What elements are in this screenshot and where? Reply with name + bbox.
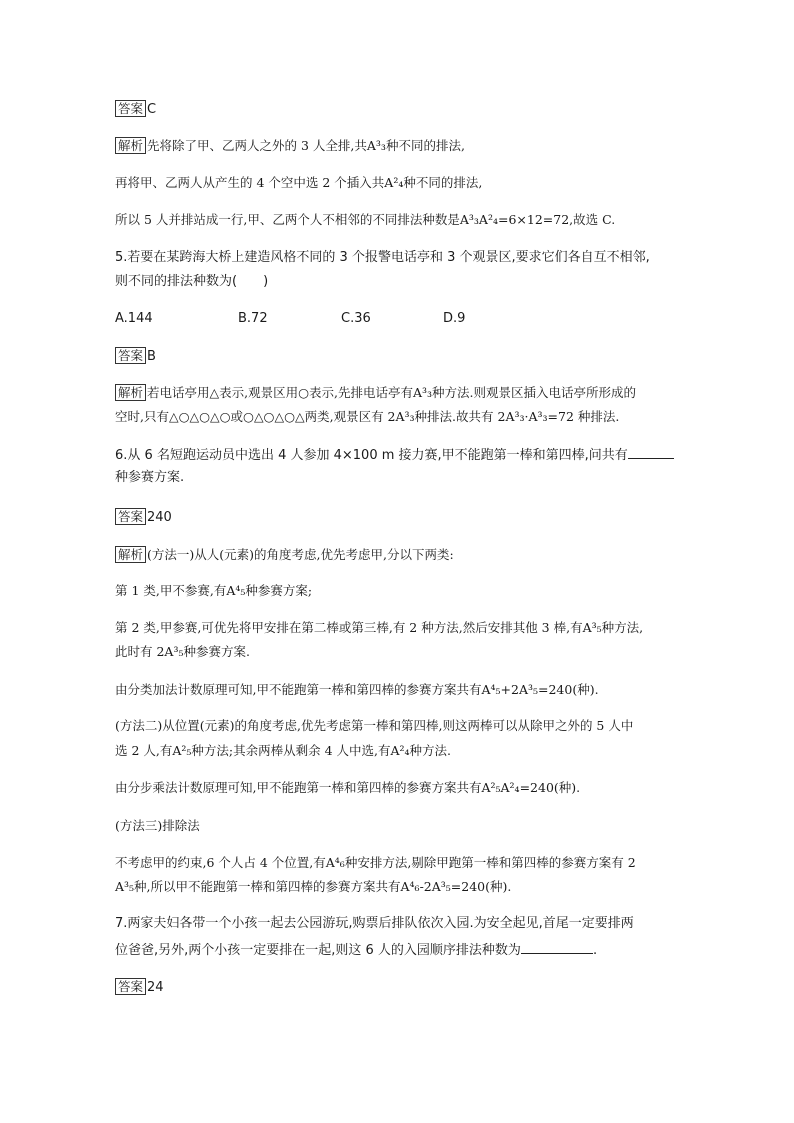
q7-answer-value: 24 (147, 980, 164, 995)
answer-tag: 答案 (115, 100, 146, 117)
q6-analysis-line-9: (方法三)排除法 (115, 818, 200, 833)
q6-analysis-line-3: 第 2 类,甲参赛,可优先将甲安排在第二棒或第三棒,有 2 种方法,然后安排其他 3 棒,有A³₅种方法, (115, 620, 644, 635)
q7-stem-line-2 (115, 941, 597, 959)
answer-tag: 答案 (115, 347, 146, 364)
q5-answer-value: B (147, 349, 156, 364)
prev-analysis-line-1 (115, 137, 465, 154)
answer-tag: 答案 (115, 508, 146, 525)
q6-stem-text-1: 6.从 6 名短跑运动员中选出 4 人参加 4×100 m 接力赛,甲不能跑第一棒和第四棒,问共有 (115, 448, 628, 463)
q5-answer-line (115, 347, 156, 365)
q5-option-b: B.72 (238, 311, 268, 326)
prev-answer-value: C (147, 102, 157, 117)
q6-analysis-line-5: 由分类加法计数原理可知,甲不能跑第一棒和第四棒的参赛方案共有A⁴₅+2A³₅=240(种). (115, 682, 599, 697)
prev-analysis-line-2: 再将甲、乙两人从产生的 4 个空中选 2 个插入共A²₄种不同的排法, (115, 175, 483, 190)
q6-analysis-line-8: 由分步乘法计数原理可知,甲不能跑第一棒和第四棒的参赛方案共有A²₅A²₄=240(种). (115, 780, 581, 795)
q6-answer-line (115, 508, 172, 526)
prev-analysis-text-1: 先将除了甲、乙两人之外的 3 人全排,共A³₃种不同的排法, (147, 138, 465, 153)
q7-stem-line-1: 7.两家夫妇各带一个小孩一起去公园游玩,购票后排队依次入园.为安全起见,首尾一定要排两 (115, 916, 634, 931)
q6-stem-line-1 (115, 446, 674, 464)
q6-answer-value: 240 (147, 510, 172, 525)
q6-stem-line-2: 种参赛方案. (115, 470, 185, 485)
analysis-tag: 解析 (115, 546, 146, 563)
prev-analysis-line-3: 所以 5 人并排站成一行,甲、乙两个人不相邻的不同排法种数是A³₃A²₄=6×12=72,故选 C. (115, 212, 616, 227)
q6-analysis-text-1: (方法一)从人(元素)的角度考虑,优先考虑甲,分以下两类: (147, 547, 454, 562)
q6-analysis-line-4: 此时有 2A³₅种参赛方案. (115, 644, 250, 659)
q7-stem-end: . (592, 943, 598, 958)
q6-analysis-line-6: (方法二)从位置(元素)的角度考虑,优先考虑第一棒和第四棒,则这两棒可以从除甲之外的 5 人中 (115, 718, 634, 733)
q6-analysis-line-2: 第 1 类,甲不参赛,有A⁴₅种参赛方案; (115, 583, 313, 598)
q6-analysis-line-7: 选 2 人,有A²₅种方法;其余两棒从剩余 4 人中选,有A²₄种方法. (115, 743, 452, 758)
q7-answer-line (115, 978, 164, 996)
q7-answer-blank (521, 941, 593, 954)
q7-stem-text-2: 位爸爸,另外,两个小孩一定要排在一起,则这 6 人的入园顺序排法种数为 (115, 943, 521, 958)
q5-stem-line-2: 则不同的排法种数为( ) (115, 274, 269, 289)
q5-analysis-line-2: 空时,只有△○△○△○或○△○△○△两类,观景区有 2A³₃种排法.故共有 2A³₃·A³₃=72 种排法. (115, 409, 620, 424)
prev-answer-line (115, 100, 156, 118)
q5-option-d: D.9 (443, 311, 466, 326)
q5-stem-line-1: 5.若要在某跨海大桥上建造风格不同的 3 个报警电话亭和 3 个观景区,要求它们各自互不相邻, (115, 250, 650, 265)
q6-answer-blank (628, 446, 674, 459)
q5-option-a: A.144 (115, 311, 153, 326)
q6-analysis-line-1 (115, 546, 454, 563)
analysis-tag: 解析 (115, 384, 146, 401)
q5-analysis-text-1: 若电话亭用△表示,观景区用○表示,先排电话亭有A³₃种方法.则观景区插入电话亭所形成的 (147, 385, 637, 400)
answer-tag: 答案 (115, 978, 146, 995)
analysis-tag: 解析 (115, 137, 146, 154)
q6-analysis-line-11: A³₅种,所以甲不能跑第一棒和第四棒的参赛方案共有A⁴₆-2A³₅=240(种). (115, 879, 512, 894)
q5-analysis-line-1 (115, 384, 636, 401)
q5-option-c: C.36 (341, 311, 371, 326)
q6-analysis-line-10: 不考虑甲的约束,6 个人占 4 个位置,有A⁴₆种安排方法,剔除甲跑第一棒和第四棒的参赛方案有 2 (115, 855, 636, 870)
